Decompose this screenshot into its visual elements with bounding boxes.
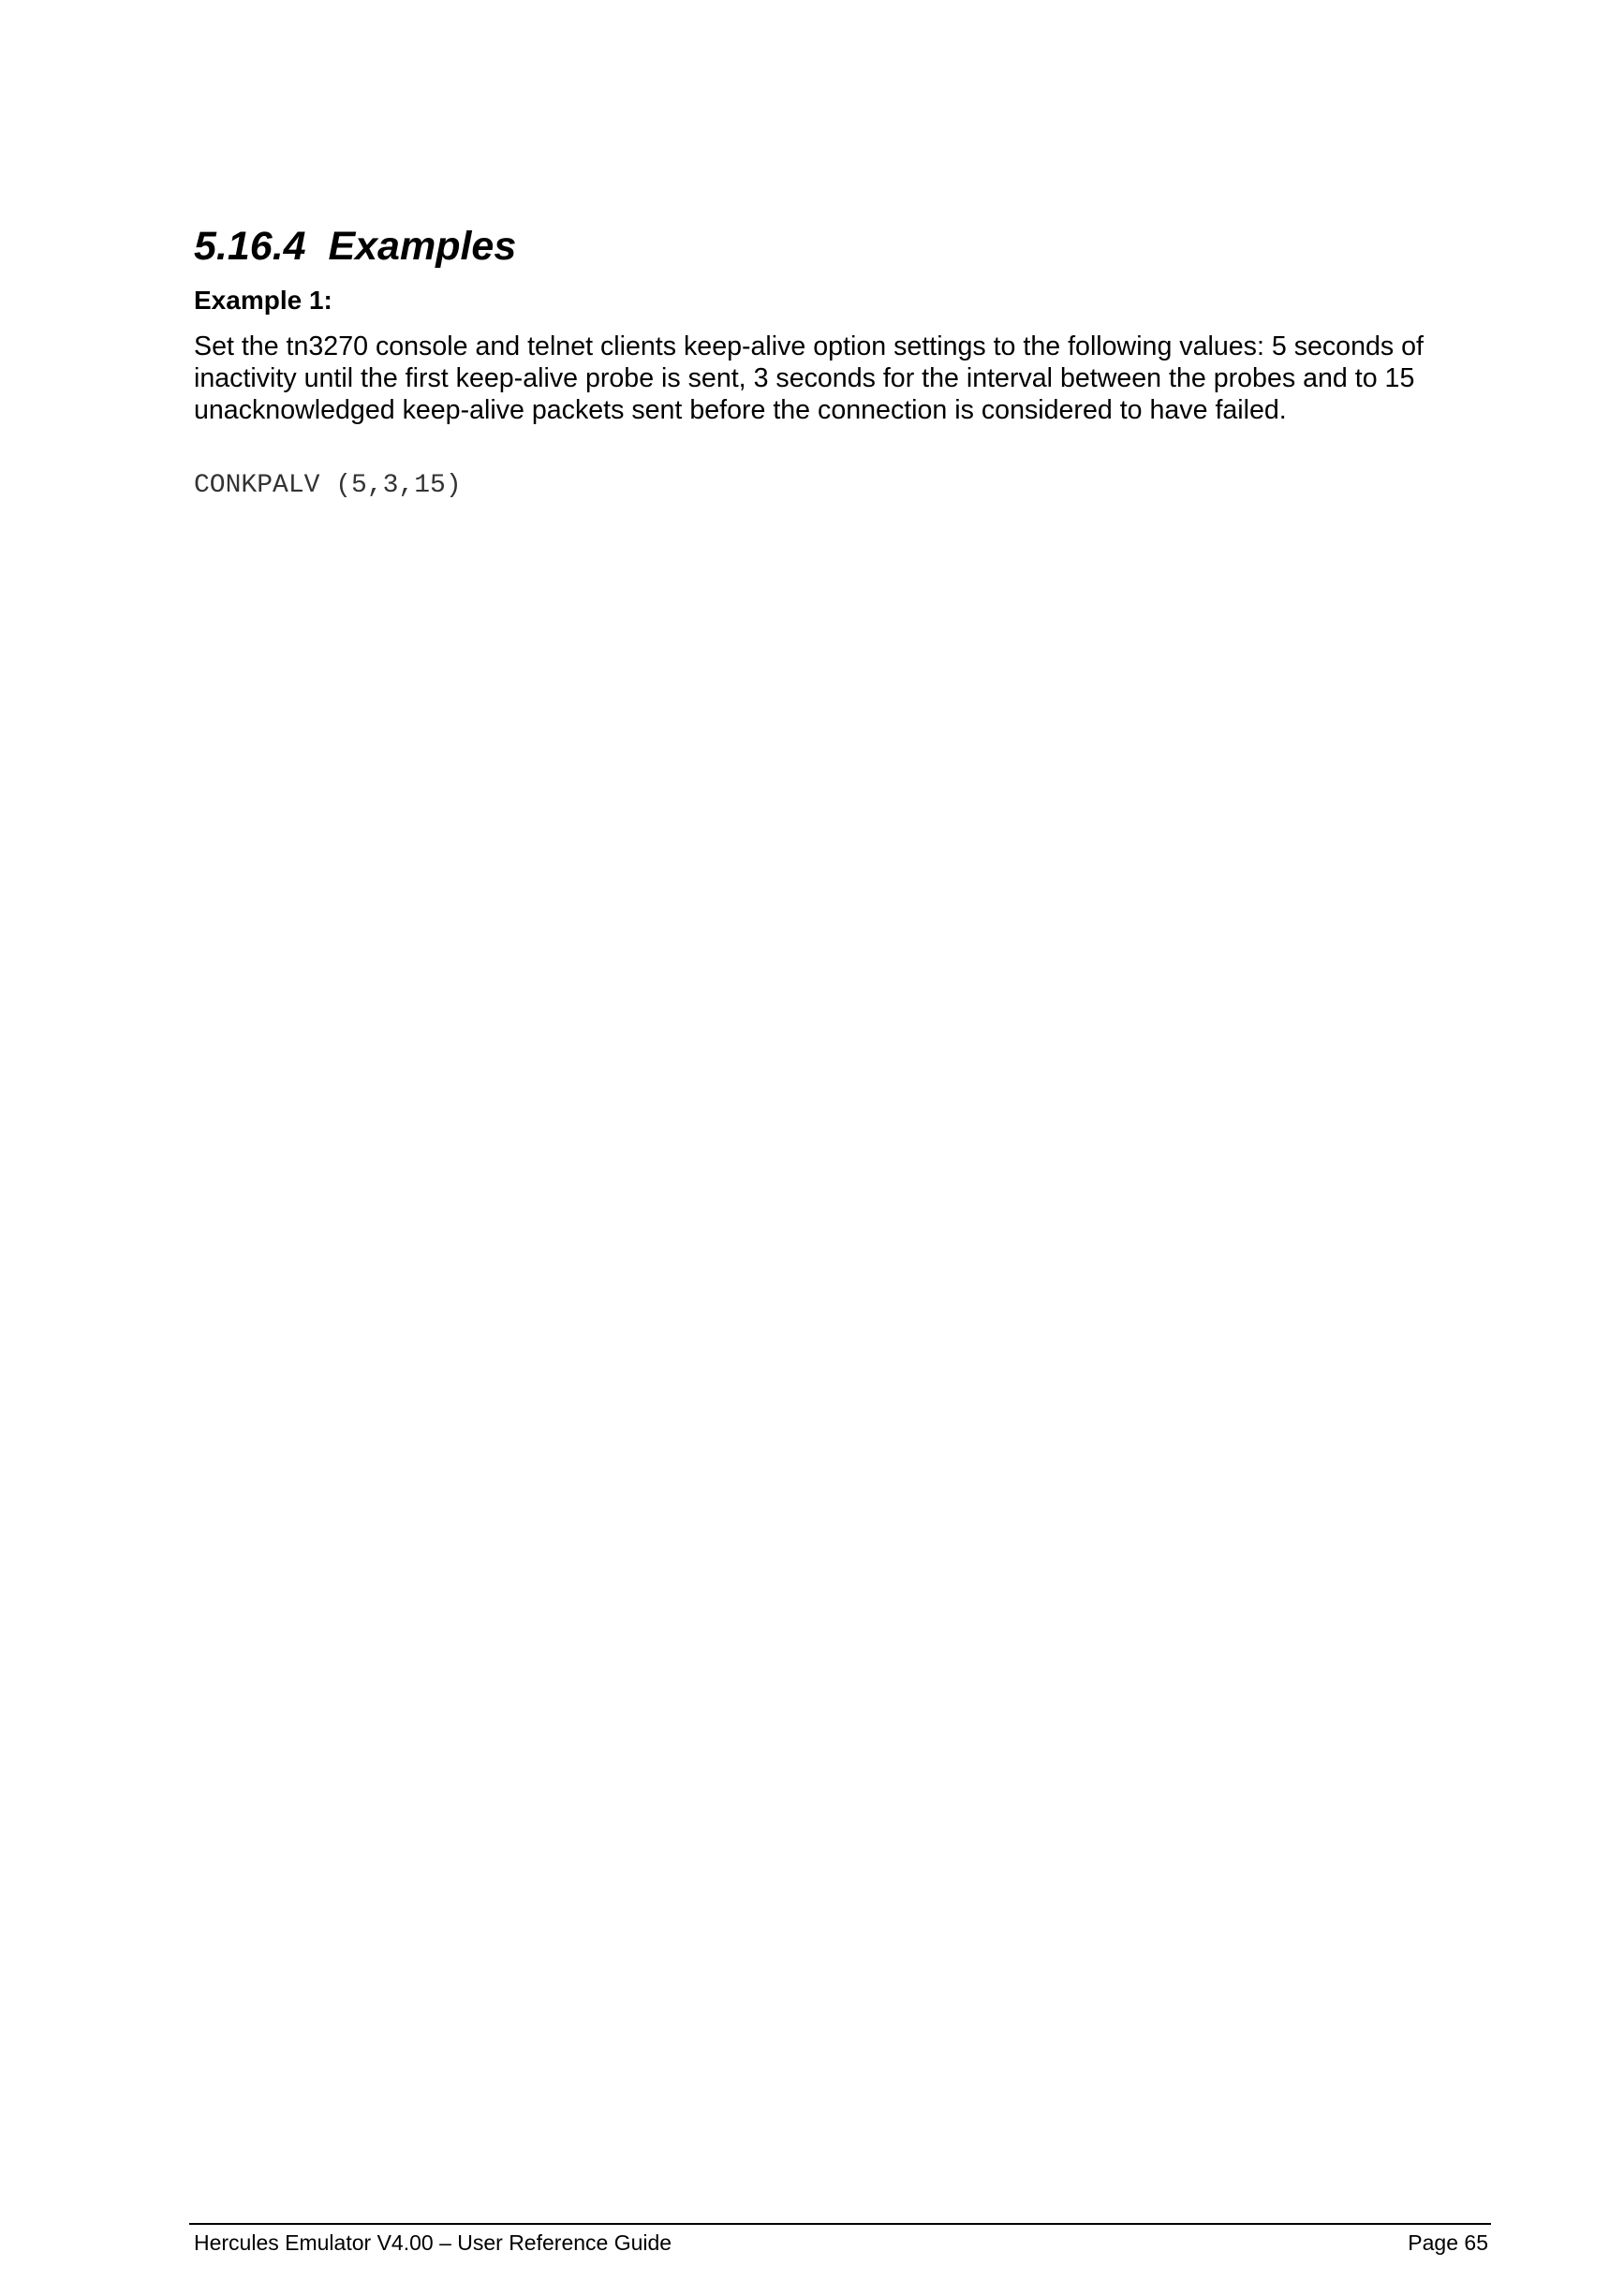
example-description: Set the tn3270 console and telnet clients keep-alive option settings to the following values: 5 seconds of inactivity until the first keep-alive probe is sent, 3 seconds for the interval between the probes and to 15 unacknowledged keep-alive packets sent before the connection is considered to have failed.: [194, 331, 1424, 426]
footer-page-number: Page 65: [1408, 2230, 1488, 2255]
page-footer: [189, 2223, 1491, 2255]
example-label: Example 1:: [194, 285, 332, 315]
footer-document-title: Hercules Emulator V4.00 – User Reference Guide: [194, 2230, 672, 2255]
command-example: CONKPALV (5,3,15): [194, 471, 462, 501]
page-content: [194, 223, 1486, 502]
section-heading: 5.16.4 Examples: [194, 224, 517, 269]
